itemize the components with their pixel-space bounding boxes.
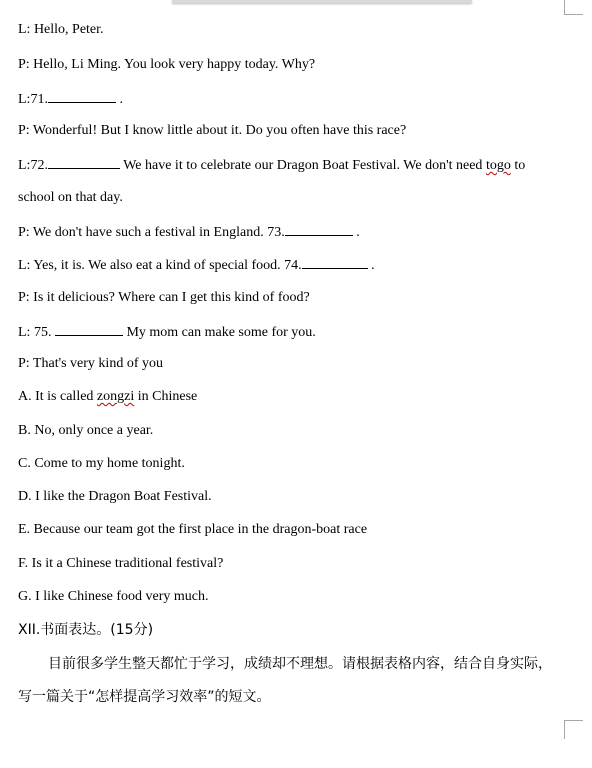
window-top-edge xyxy=(172,0,472,3)
dialogue-line-p3: P: Is it delicious? Where can I get this kind of food? xyxy=(18,290,310,305)
dialogue-71-suffix: . xyxy=(115,92,123,107)
dialogue-line-72 xyxy=(18,154,525,176)
dialogue-71-prefix: L:71. xyxy=(18,92,48,107)
option-g: G. I like Chinese food very much. xyxy=(18,589,209,604)
dialogue-74-suffix: . xyxy=(367,258,375,273)
dialogue-line-74 xyxy=(18,254,375,276)
page-corner-mark-top xyxy=(564,0,583,15)
dialogue-72-prefix: L:72. xyxy=(18,158,48,173)
answer-blank-75[interactable] xyxy=(55,321,123,336)
section-heading-writing: XII.书面表达。(15分) xyxy=(18,622,154,638)
dialogue-line-l1: L: Hello, Peter. xyxy=(18,22,104,37)
dialogue-line-75 xyxy=(18,321,316,343)
dialogue-73-suffix: . xyxy=(352,225,360,240)
writing-prompt-line-1: 目前很多学生整天都忙于学习，成绩却不理想。请根据表格内容，结合自身实际， xyxy=(48,656,552,672)
dialogue-line-p4: P: That's very kind of you xyxy=(18,356,163,371)
answer-blank-74[interactable] xyxy=(302,254,368,269)
option-e: E. Because our team got the first place in the dragon-boat race xyxy=(18,522,368,537)
spellcheck-flagged-word: zongzi xyxy=(96,389,135,404)
option-a-suffix: in Chinese xyxy=(134,389,198,404)
option-d: D. I like the Dragon Boat Festival. xyxy=(18,489,212,504)
dialogue-75-prefix: L: 75. xyxy=(18,325,55,340)
answer-blank-72[interactable] xyxy=(48,154,120,169)
option-a xyxy=(18,387,197,407)
dialogue-72-suffix: to xyxy=(510,158,526,173)
dialogue-72-mid: We have it to celebrate our Dragon Boat Festival. We don't need xyxy=(119,158,486,173)
answer-blank-71[interactable] xyxy=(48,88,116,103)
dialogue-line-73 xyxy=(18,221,360,243)
answer-blank-73[interactable] xyxy=(285,221,353,236)
dialogue-73-prefix: P: We don't have such a festival in England. 73. xyxy=(18,225,285,240)
dialogue-line-71 xyxy=(18,88,123,110)
option-b: B. No, only once a year. xyxy=(18,423,154,438)
option-f: F. Is it a Chinese traditional festival? xyxy=(18,556,224,571)
page-corner-mark-bottom xyxy=(564,720,583,739)
dialogue-line-p1: P: Hello, Li Ming. You look very happy today. Why? xyxy=(18,57,316,72)
writing-prompt-line-2: 写一篇关于“怎样提高学习效率”的短文。 xyxy=(18,689,271,705)
dialogue-line-p2: P: Wonderful! But I know little about it. Do you often have this race? xyxy=(18,123,407,138)
option-c: C. Come to my home tonight. xyxy=(18,456,185,471)
dialogue-line-72-continued: school on that day. xyxy=(18,190,123,205)
option-a-prefix: A. It is called xyxy=(18,389,97,404)
dialogue-74-prefix: L: Yes, it is. We also eat a kind of special food. 74. xyxy=(18,258,302,273)
spellcheck-flagged-word: togo xyxy=(485,158,511,173)
dialogue-75-suffix: My mom can make some for you. xyxy=(122,325,316,340)
